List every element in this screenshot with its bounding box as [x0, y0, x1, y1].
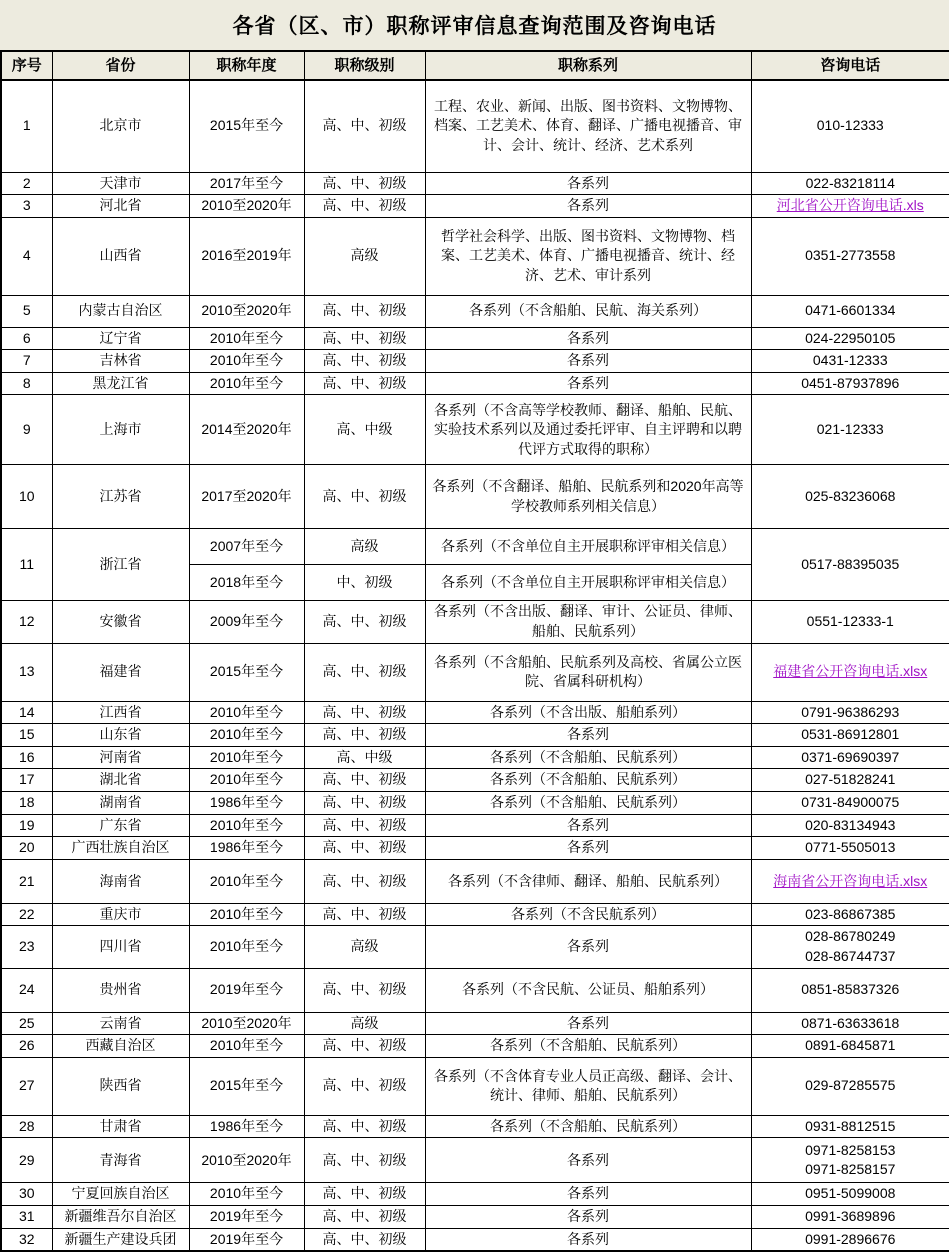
- cell-series: 各系列: [425, 926, 751, 968]
- phone-number: 0517-88395035: [801, 556, 900, 573]
- cell-province: 上海市: [52, 395, 189, 465]
- table-row: [1, 395, 949, 465]
- cell-province: 西藏自治区: [52, 1035, 189, 1058]
- table-row: [1, 1138, 949, 1183]
- cell-no: 22: [1, 903, 52, 926]
- cell-no: 7: [1, 350, 52, 373]
- cell-level: 高、中、初级: [304, 1183, 425, 1206]
- cell-year: 2015年至今: [189, 643, 304, 701]
- phone-link-file[interactable]: 福建省公开咨询电话.xlsx: [773, 663, 928, 680]
- cell-level: 高、中、初级: [304, 1057, 425, 1115]
- cell-series: 各系列: [425, 837, 751, 860]
- cell-phone: [751, 1183, 949, 1206]
- cell-province: 广西壮族自治区: [52, 837, 189, 860]
- col-header-level: 职称级别: [304, 51, 425, 80]
- table-row: [1, 643, 949, 701]
- cell-province: 湖北省: [52, 769, 189, 792]
- cell-level: 高级: [304, 529, 425, 565]
- cell-phone: [751, 837, 949, 860]
- cell-phone: [751, 968, 949, 1012]
- cell-no: 29: [1, 1138, 52, 1183]
- phone-number: 010-12333: [816, 117, 884, 134]
- cell-series: 各系列（不含单位自主开展职称评审相关信息）: [425, 565, 751, 601]
- cell-series: 各系列（不含船舶、民航系列及高校、省属公立医院、省属科研机构）: [425, 643, 751, 701]
- cell-level: 高、中、初级: [304, 859, 425, 903]
- cell-year: 2010年至今: [189, 859, 304, 903]
- cell-series: 各系列（不含船舶、民航系列）: [425, 1115, 751, 1138]
- cell-series: 哲学社会科学、出版、图书资料、文物博物、档案、工艺美术、体育、广播电视播音、统计、经济、艺术、审计系列: [425, 217, 751, 295]
- cell-phone: [751, 859, 949, 903]
- cell-no: 15: [1, 724, 52, 747]
- cell-level: 中、初级: [304, 565, 425, 601]
- cell-phone: [751, 1115, 949, 1138]
- cell-level: 高、中、初级: [304, 837, 425, 860]
- cell-level: 高、中、初级: [304, 903, 425, 926]
- cell-year: 2010年至今: [189, 814, 304, 837]
- cell-province: 四川省: [52, 926, 189, 968]
- cell-no: 23: [1, 926, 52, 968]
- cell-province: 贵州省: [52, 968, 189, 1012]
- cell-level: 高、中级: [304, 395, 425, 465]
- cell-series: 各系列: [425, 814, 751, 837]
- cell-no: 1: [1, 80, 52, 172]
- phone-number: 0991-2896676: [805, 1230, 896, 1247]
- cell-province: 陕西省: [52, 1057, 189, 1115]
- cell-level: 高、中、初级: [304, 968, 425, 1012]
- cell-province: 宁夏回族自治区: [52, 1183, 189, 1206]
- table-row: [1, 372, 949, 395]
- cell-phone: [751, 1138, 949, 1183]
- cell-phone: [751, 792, 949, 815]
- cell-level: 高、中、初级: [304, 792, 425, 815]
- cell-level: 高、中、初级: [304, 814, 425, 837]
- cell-no: 6: [1, 327, 52, 350]
- cell-level: 高、中、初级: [304, 701, 425, 724]
- cell-year: 2018年至今: [189, 565, 304, 601]
- phone-number: 024-22950105: [805, 329, 896, 346]
- table-row: [1, 792, 949, 815]
- phone-number: 028-86780249: [805, 928, 896, 945]
- cell-province: 新疆维吾尔自治区: [52, 1205, 189, 1228]
- col-header-no: 序号: [1, 51, 52, 80]
- cell-series: 各系列: [425, 172, 751, 195]
- cell-series: 各系列（不含出版、翻译、审计、公证员、律师、船舶、民航系列）: [425, 601, 751, 643]
- cell-province: 青海省: [52, 1138, 189, 1183]
- table-row: [1, 701, 949, 724]
- table-row: [1, 1035, 949, 1058]
- cell-province: 内蒙古自治区: [52, 295, 189, 327]
- col-header-series: 职称系列: [425, 51, 751, 80]
- cell-province: 新疆生产建设兵团: [52, 1228, 189, 1251]
- phone-number: 0851-85837326: [801, 981, 900, 998]
- cell-no: 19: [1, 814, 52, 837]
- table-row: [1, 327, 949, 350]
- cell-series: 各系列（不含体育专业人员正高级、翻译、会计、统计、律师、船舶、民航系列）: [425, 1057, 751, 1115]
- cell-phone: [751, 80, 949, 172]
- col-header-phone: 咨询电话: [751, 51, 949, 80]
- table-row: [1, 350, 949, 373]
- cell-level: 高、中级: [304, 746, 425, 769]
- cell-province: 河南省: [52, 746, 189, 769]
- cell-series: 各系列（不含船舶、民航系列）: [425, 769, 751, 792]
- cell-phone: [751, 295, 949, 327]
- table-row: [1, 1228, 949, 1251]
- cell-no: 20: [1, 837, 52, 860]
- table-row: [1, 769, 949, 792]
- cell-year: 2010年至今: [189, 1035, 304, 1058]
- cell-level: 高、中、初级: [304, 724, 425, 747]
- phone-number: 0351-2773558: [805, 247, 896, 264]
- cell-phone: [751, 814, 949, 837]
- cell-phone: [751, 903, 949, 926]
- phone-number: 020-83134943: [805, 816, 896, 833]
- table-row: [1, 80, 949, 172]
- cell-series: 各系列（不含船舶、民航、海关系列）: [425, 295, 751, 327]
- cell-province: 甘肃省: [52, 1115, 189, 1138]
- cell-no: 31: [1, 1205, 52, 1228]
- cell-series: 各系列: [425, 1183, 751, 1206]
- cell-series: 各系列: [425, 350, 751, 373]
- phone-number: 0991-3689896: [805, 1207, 896, 1224]
- cell-no: 32: [1, 1228, 52, 1251]
- cell-no: 10: [1, 465, 52, 529]
- cell-phone: [751, 327, 949, 350]
- cell-year: 2010至2020年: [189, 1138, 304, 1183]
- cell-phone: [751, 769, 949, 792]
- cell-year: 2010年至今: [189, 769, 304, 792]
- cell-level: 高、中、初级: [304, 1228, 425, 1251]
- cell-no: 12: [1, 601, 52, 643]
- page-title: 各省（区、市）职称评审信息查询范围及咨询电话: [0, 0, 949, 50]
- cell-series: 工程、农业、新闻、出版、图书资料、文物博物、档案、工艺美术、体育、翻译、广播电视播音、审计、会计、统计、经济、艺术系列: [425, 80, 751, 172]
- cell-no: 26: [1, 1035, 52, 1058]
- cell-province: 北京市: [52, 80, 189, 172]
- title-review-table: [0, 50, 949, 1252]
- cell-phone: [751, 372, 949, 395]
- cell-province: 重庆市: [52, 903, 189, 926]
- table-row: [1, 903, 949, 926]
- cell-no: 4: [1, 217, 52, 295]
- cell-year: 2010至2020年: [189, 195, 304, 218]
- cell-no: 17: [1, 769, 52, 792]
- cell-level: 高、中、初级: [304, 769, 425, 792]
- cell-series: 各系列（不含出版、船舶系列）: [425, 701, 751, 724]
- cell-no: 11: [1, 529, 52, 601]
- cell-year: 2015年至今: [189, 80, 304, 172]
- cell-phone: [751, 1012, 949, 1035]
- phone-number: 028-86744737: [805, 948, 896, 964]
- phone-number: 0451-87937896: [801, 374, 900, 391]
- table-row: [1, 724, 949, 747]
- cell-year: 2019年至今: [189, 1205, 304, 1228]
- cell-level: 高、中、初级: [304, 1138, 425, 1183]
- cell-phone: [751, 926, 949, 968]
- cell-year: 2010年至今: [189, 1183, 304, 1206]
- cell-series: 各系列: [425, 724, 751, 747]
- cell-no: 27: [1, 1057, 52, 1115]
- cell-phone: [751, 1057, 949, 1115]
- phone-number: 0891-6845871: [805, 1037, 896, 1054]
- phone-link-file[interactable]: 海南省公开咨询电话.xlsx: [773, 872, 928, 889]
- table-row: [1, 601, 949, 643]
- cell-province: 山东省: [52, 724, 189, 747]
- cell-no: 14: [1, 701, 52, 724]
- cell-year: 2010年至今: [189, 327, 304, 350]
- cell-phone: [751, 172, 949, 195]
- cell-series: 各系列（不含高等学校教师、翻译、船舶、民航、实验技术系列以及通过委托评审、自主评聘和以聘代评方式取得的职称）: [425, 395, 751, 465]
- cell-series: 各系列（不含船舶、民航系列）: [425, 792, 751, 815]
- cell-series: 各系列: [425, 1012, 751, 1035]
- table-row: [1, 217, 949, 295]
- cell-province: 辽宁省: [52, 327, 189, 350]
- cell-series: 各系列（不含单位自主开展职称评审相关信息）: [425, 529, 751, 565]
- cell-year: 2010年至今: [189, 746, 304, 769]
- table-row: [1, 814, 949, 837]
- cell-level: 高、中、初级: [304, 327, 425, 350]
- cell-year: 2015年至今: [189, 1057, 304, 1115]
- cell-phone: [751, 350, 949, 373]
- phone-number: 029-87285575: [805, 1077, 896, 1094]
- table-row: [1, 172, 949, 195]
- phone-number: 0371-69690397: [801, 748, 900, 765]
- cell-level: 高级: [304, 1012, 425, 1035]
- table-row: [1, 295, 949, 327]
- cell-series: 各系列: [425, 1205, 751, 1228]
- phone-number: 022-83218114: [805, 174, 895, 191]
- cell-phone: [751, 643, 949, 701]
- cell-year: 2017至2020年: [189, 465, 304, 529]
- cell-phone: [751, 1228, 949, 1251]
- cell-series: 各系列（不含民航系列）: [425, 903, 751, 926]
- cell-level: 高级: [304, 926, 425, 968]
- phone-number: 0771-5505013: [805, 839, 896, 856]
- cell-province: 山西省: [52, 217, 189, 295]
- cell-no: 5: [1, 295, 52, 327]
- cell-phone: [751, 217, 949, 295]
- cell-year: 2010年至今: [189, 903, 304, 926]
- cell-province: 天津市: [52, 172, 189, 195]
- cell-province: 云南省: [52, 1012, 189, 1035]
- cell-no: 21: [1, 859, 52, 903]
- cell-level: 高、中、初级: [304, 1205, 425, 1228]
- cell-province: 海南省: [52, 859, 189, 903]
- phone-number: 0791-96386293: [801, 703, 900, 720]
- cell-no: 25: [1, 1012, 52, 1035]
- cell-series: 各系列: [425, 1138, 751, 1183]
- cell-no: 9: [1, 395, 52, 465]
- table-body: [1, 80, 949, 1251]
- cell-series: 各系列: [425, 1228, 751, 1251]
- cell-phone: [751, 395, 949, 465]
- cell-year: 2009年至今: [189, 601, 304, 643]
- cell-phone: [751, 1205, 949, 1228]
- phone-number: 0551-12333-1: [806, 613, 894, 630]
- phone-number: 0431-12333: [812, 352, 888, 369]
- cell-level: 高、中、初级: [304, 465, 425, 529]
- phone-number: 0531-86912801: [801, 726, 900, 743]
- table-row: [1, 1115, 949, 1138]
- cell-phone: [751, 724, 949, 747]
- cell-no: 13: [1, 643, 52, 701]
- phone-number: 0731-84900075: [801, 794, 900, 811]
- cell-level: 高级: [304, 217, 425, 295]
- cell-year: 2010年至今: [189, 701, 304, 724]
- cell-series: 各系列: [425, 195, 751, 218]
- cell-phone: [751, 701, 949, 724]
- cell-year: 2019年至今: [189, 1228, 304, 1251]
- col-header-province: 省份: [52, 51, 189, 80]
- table-row: [1, 1012, 949, 1035]
- cell-year: 1986年至今: [189, 792, 304, 815]
- cell-no: 2: [1, 172, 52, 195]
- cell-no: 24: [1, 968, 52, 1012]
- cell-series: 各系列: [425, 327, 751, 350]
- cell-phone: [751, 601, 949, 643]
- cell-level: 高、中、初级: [304, 1115, 425, 1138]
- cell-level: 高、中、初级: [304, 195, 425, 218]
- col-header-year: 职称年度: [189, 51, 304, 80]
- phone-number: 0871-63633618: [801, 1014, 900, 1031]
- cell-no: 30: [1, 1183, 52, 1206]
- phone-number: 0971-8258157: [805, 1161, 896, 1178]
- phone-number: 0931-8812515: [805, 1117, 896, 1134]
- phone-number: 027-51828241: [805, 771, 896, 788]
- phone-number: 0971-8258153: [805, 1141, 896, 1158]
- cell-level: 高、中、初级: [304, 643, 425, 701]
- cell-phone: [751, 1035, 949, 1058]
- cell-level: 高、中、初级: [304, 172, 425, 195]
- cell-province: 福建省: [52, 643, 189, 701]
- cell-province: 江西省: [52, 701, 189, 724]
- cell-series: 各系列（不含民航、公证员、船舶系列）: [425, 968, 751, 1012]
- cell-series: 各系列（不含律师、翻译、船舶、民航系列）: [425, 859, 751, 903]
- cell-series: 各系列: [425, 372, 751, 395]
- cell-phone: [751, 465, 949, 529]
- cell-no: 28: [1, 1115, 52, 1138]
- table-row: [1, 968, 949, 1012]
- cell-year: 1986年至今: [189, 1115, 304, 1138]
- table-row: [1, 195, 949, 218]
- cell-province: 江苏省: [52, 465, 189, 529]
- table-row: [1, 465, 949, 529]
- cell-level: 高、中、初级: [304, 372, 425, 395]
- cell-phone: [751, 529, 949, 601]
- cell-level: 高、中、初级: [304, 295, 425, 327]
- cell-year: 2010至2020年: [189, 295, 304, 327]
- table-row: [1, 1183, 949, 1206]
- cell-series: 各系列（不含船舶、民航系列）: [425, 746, 751, 769]
- cell-level: 高、中、初级: [304, 1035, 425, 1058]
- cell-province: 安徽省: [52, 601, 189, 643]
- cell-no: 18: [1, 792, 52, 815]
- cell-year: 2010至2020年: [189, 1012, 304, 1035]
- cell-year: 1986年至今: [189, 837, 304, 860]
- table-row: [1, 859, 949, 903]
- cell-no: 3: [1, 195, 52, 218]
- table-row: [1, 746, 949, 769]
- cell-province: 吉林省: [52, 350, 189, 373]
- cell-province: 广东省: [52, 814, 189, 837]
- cell-year: 2010年至今: [189, 926, 304, 968]
- cell-level: 高、中、初级: [304, 80, 425, 172]
- cell-province: 湖南省: [52, 792, 189, 815]
- cell-year: 2010年至今: [189, 350, 304, 373]
- cell-province: 浙江省: [52, 529, 189, 601]
- phone-number: 0951-5099008: [805, 1185, 896, 1202]
- header-row: [1, 51, 949, 80]
- cell-level: 高、中、初级: [304, 350, 425, 373]
- cell-no: 8: [1, 372, 52, 395]
- cell-series: 各系列（不含船舶、民航系列）: [425, 1035, 751, 1058]
- cell-year: 2017年至今: [189, 172, 304, 195]
- cell-no: 16: [1, 746, 52, 769]
- table-row: [1, 926, 949, 968]
- cell-year: 2016至2019年: [189, 217, 304, 295]
- cell-level: 高、中、初级: [304, 601, 425, 643]
- phone-number: 0471-6601334: [805, 302, 896, 319]
- cell-phone: [751, 195, 949, 218]
- table-row: [1, 1057, 949, 1115]
- cell-province: 黑龙江省: [52, 372, 189, 395]
- phone-number: 021-12333: [816, 421, 884, 438]
- cell-year: 2019年至今: [189, 968, 304, 1012]
- cell-year: 2010年至今: [189, 724, 304, 747]
- cell-year: 2014至2020年: [189, 395, 304, 465]
- phone-number: 025-83236068: [805, 488, 896, 505]
- cell-phone: [751, 746, 949, 769]
- phone-link-file[interactable]: 河北省公开咨询电话.xls: [776, 197, 924, 214]
- phone-number: 023-86867385: [805, 905, 896, 922]
- cell-series: 各系列（不含翻译、船舶、民航系列和2020年高等学校教师系列相关信息）: [425, 465, 751, 529]
- table-row: [1, 1205, 949, 1228]
- cell-year: 2010年至今: [189, 372, 304, 395]
- cell-year: 2007年至今: [189, 529, 304, 565]
- table-row: [1, 529, 949, 565]
- cell-province: 河北省: [52, 195, 189, 218]
- table-row: [1, 837, 949, 860]
